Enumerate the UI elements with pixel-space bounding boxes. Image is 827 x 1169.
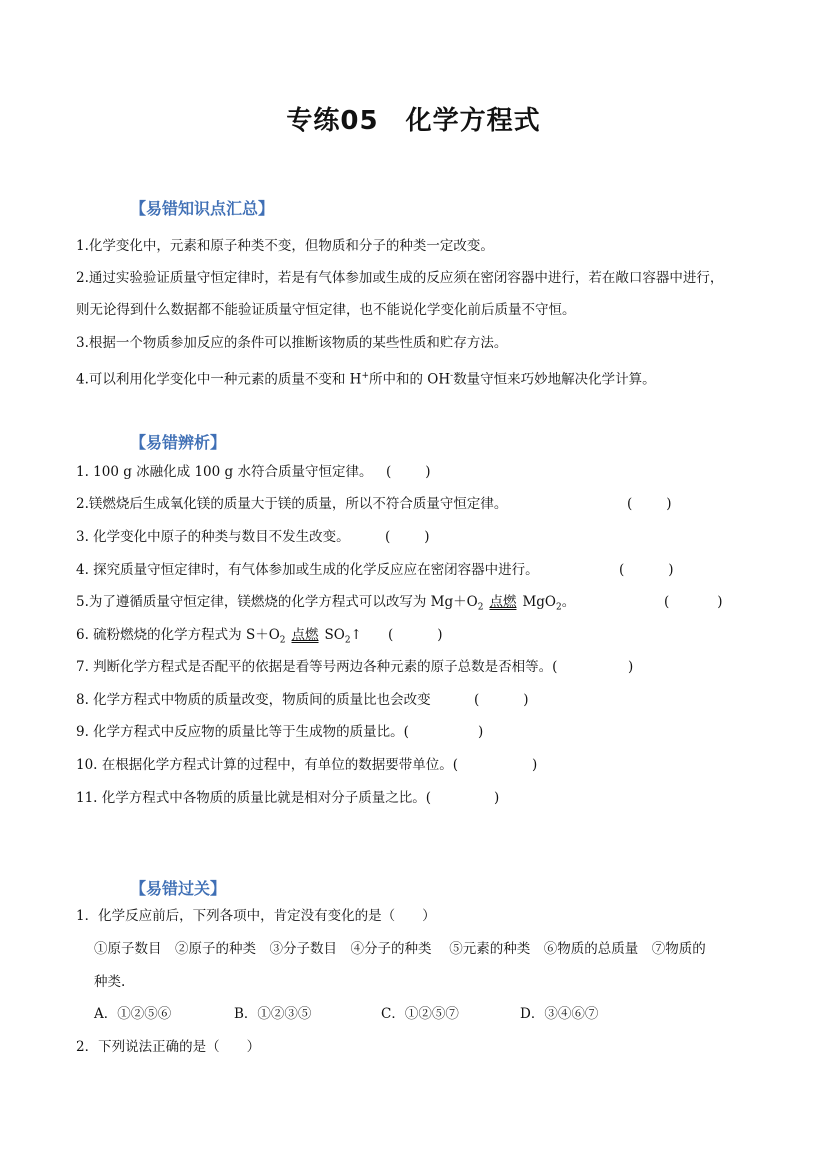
- analysis-item-3: 3. 化学变化中原子的种类与数目不发生改变。: [76, 529, 350, 545]
- section-heading-summary: 【易错知识点汇总】: [130, 199, 275, 218]
- analysis-item-8: 8. 化学方程式中物质的质量改变，物质间的质量比也会改变: [76, 692, 431, 708]
- option-d[interactable]: D．③④⑥⑦: [520, 1006, 599, 1022]
- reaction-condition: 点燃: [489, 594, 517, 610]
- question-1-items: ①原子数目 ②原子的种类 ③分子数目 ④分子的种类 ⑤元素的种类 ⑥物质的总质量 ⑦物质的: [94, 941, 706, 957]
- section-heading-practice: 【易错过关】: [130, 879, 227, 898]
- answer-blank-3[interactable]: ( ): [385, 529, 430, 545]
- answer-blank-1[interactable]: ( ): [386, 464, 431, 480]
- analysis-item-11: 11. 化学方程式中各物质的质量比就是相对分子质量之比。(: [76, 790, 432, 806]
- analysis-item-5: 5.为了遵循质量守恒定律，镁燃烧的化学方程式可以改写为 $Mg+O_2$ 点燃 MgO$_2$。: [76, 594, 576, 613]
- answer-blank-10[interactable]: ): [532, 757, 538, 773]
- question-1-items-cont: 种类.: [94, 974, 126, 990]
- analysis-item-9: 9. 化学方程式中反应物的质量比等于生成物的质量比。(: [76, 724, 409, 740]
- question-2: 2．下列说法正确的是（ ）: [76, 1039, 261, 1055]
- option-a[interactable]: A．①②⑤⑥: [94, 1006, 172, 1022]
- analysis-item-1: 1. 100 g 冰融化成 100 g 水符合质量守恒定律。: [76, 464, 373, 480]
- summary-item-2-cont: 则无论得到什么数据都不能验证质量守恒定律，也不能说化学变化前后质量不守恒。: [76, 302, 576, 318]
- summary-item-2: 2.通过实验验证质量守恒定律时，若是有气体参加或生成的反应须在密闭容器中进行，若在敞口容器中进行，: [76, 270, 724, 286]
- answer-blank-5[interactable]: ( ): [664, 594, 723, 610]
- analysis-item-4: 4. 探究质量守恒定律时，有气体参加或生成的化学反应应在密闭容器中进行。: [76, 562, 539, 578]
- option-b[interactable]: B．①②③⑤: [234, 1006, 312, 1022]
- answer-blank-9[interactable]: ): [478, 724, 484, 740]
- option-c[interactable]: C．①②⑤⑦: [381, 1006, 459, 1022]
- summary-item-4: 4.可以利用化学变化中一种元素的质量不变和 H+所中和的 OH-数量守恒来巧妙地解决化学计算。: [76, 371, 656, 388]
- answer-blank-8[interactable]: ( ): [474, 692, 529, 708]
- answer-blank-6[interactable]: ( ): [388, 627, 443, 643]
- analysis-item-10: 10. 在根据化学方程式计算的过程中，有单位的数据要带单位。(: [76, 757, 459, 773]
- summary-item-1: 1.化学变化中，元素和原子种类不变，但物质和分子的种类一定改变。: [76, 238, 494, 254]
- section-heading-analysis: 【易错辨析】: [130, 433, 227, 452]
- analysis-item-2: 2.镁燃烧后生成氧化镁的质量大于镁的质量，所以不符合质量守恒定律。: [76, 496, 508, 512]
- answer-blank-4[interactable]: ( ): [619, 562, 674, 578]
- answer-blank-7[interactable]: ): [628, 659, 634, 675]
- analysis-item-6: 6. 硫粉燃烧的化学方程式为 $S+O_2$ 点燃 $SO_2↑$: [76, 627, 362, 646]
- page-title: 专练05 化学方程式: [286, 106, 541, 136]
- summary-item-3: 3.根据一个物质参加反应的条件可以推断该物质的某些性质和贮存方法。: [76, 335, 508, 351]
- reaction-condition: 点燃: [291, 627, 319, 643]
- answer-blank-2[interactable]: ( ): [627, 496, 672, 512]
- analysis-item-7: 7. 判断化学方程式是否配平的依据是看等号两边各种元素的原子总数是否相等。(: [76, 659, 558, 675]
- question-1: 1．化学反应前后，下列各项中，肯定没有变化的是（ ）: [76, 908, 436, 924]
- answer-blank-11[interactable]: ): [494, 790, 500, 806]
